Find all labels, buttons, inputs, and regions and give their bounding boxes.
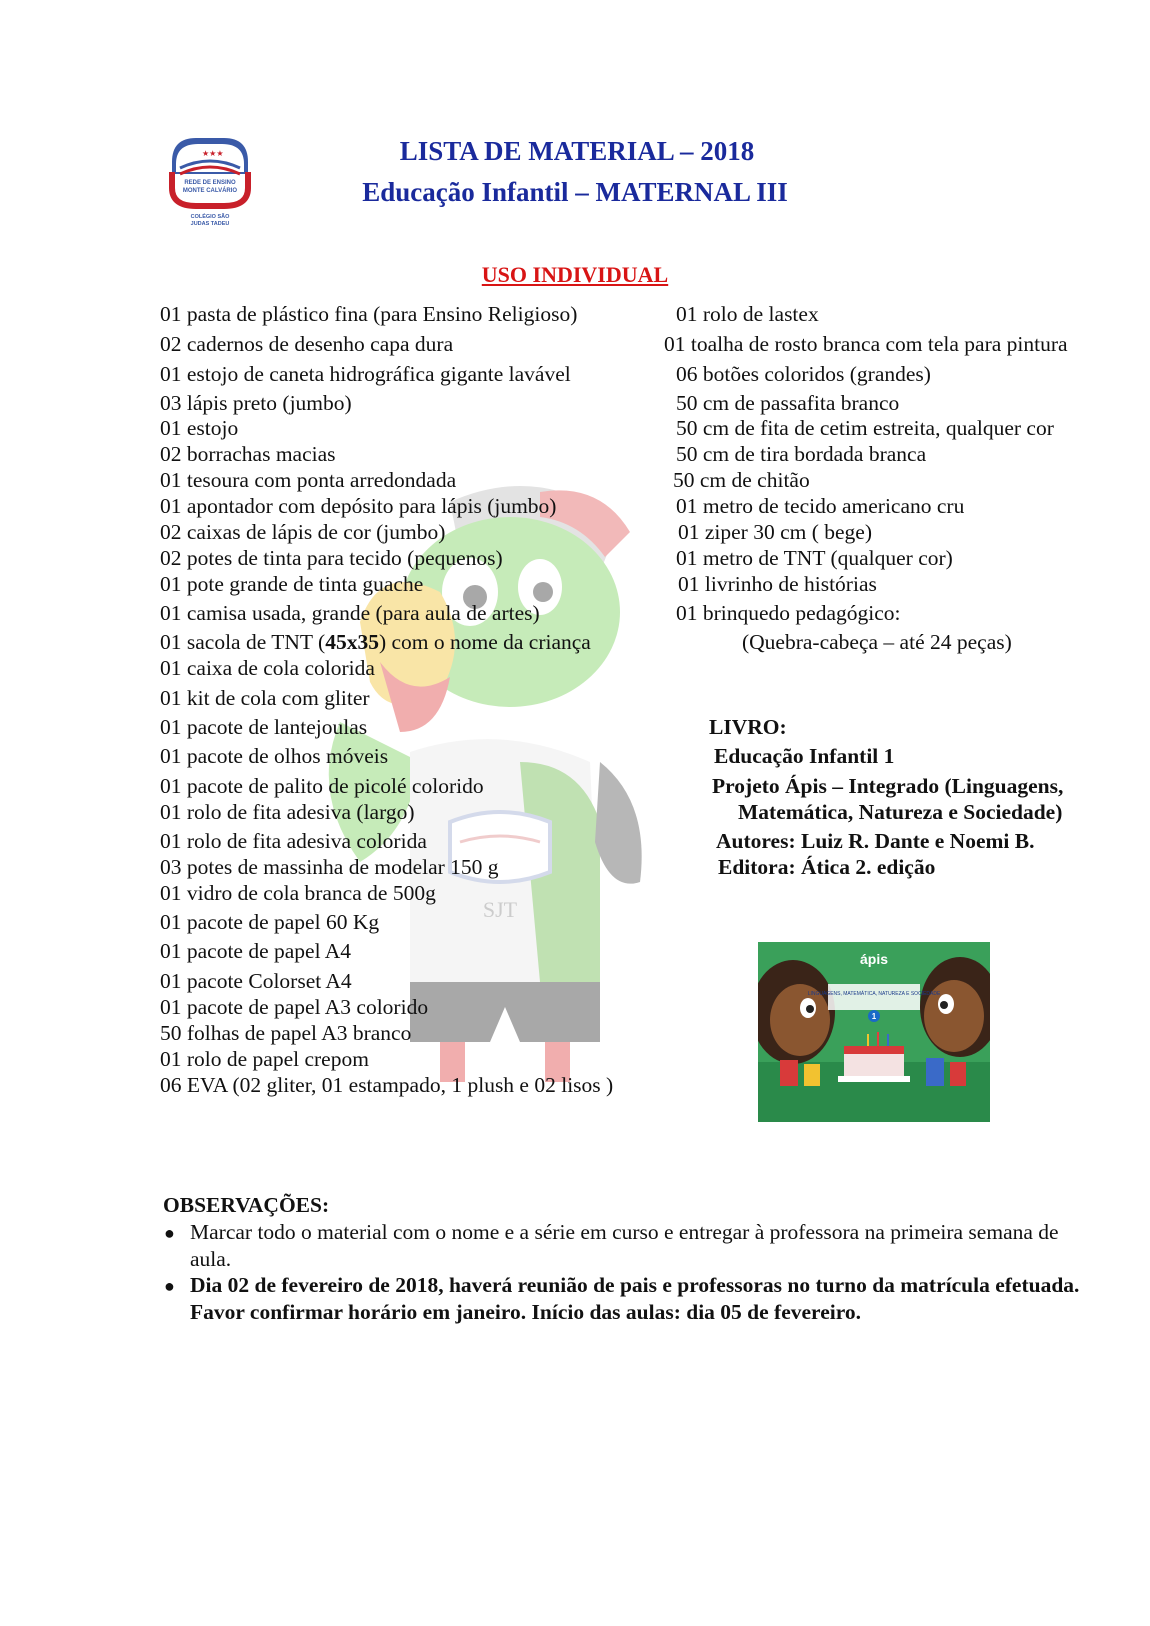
list-item: 06 botões coloridos (grandes): [676, 362, 931, 386]
list-item: 02 cadernos de desenho capa dura: [160, 332, 454, 356]
list-item: 03 lápis preto (jumbo): [160, 391, 352, 415]
book-line: Projeto Ápis – Integrado (Linguagens,: [712, 774, 1064, 798]
list-item: 01 pasta de plástico fina (para Ensino Religioso): [160, 302, 578, 326]
list-item: 01 caixa de cola colorida: [160, 656, 375, 680]
svg-text:SJT: SJT: [482, 897, 518, 922]
list-item: 50 folhas de papel A3 branco: [160, 1021, 412, 1045]
page-subtitle: Educação Infantil – MATERNAL III: [362, 177, 788, 207]
list-item: 06 EVA (02 gliter, 01 estampado, 1 plush e 02 lisos ): [160, 1073, 614, 1097]
list-item: 50 cm de passafita branco: [676, 391, 900, 415]
bullet-icon: ●: [164, 1276, 175, 1296]
cover-brand: ápis: [859, 951, 889, 967]
list-item-sacola: 01 sacola de TNT (45x35) com o nome da criança: [160, 630, 591, 654]
list-item: 01 pacote de palito de picolé colorido: [160, 774, 484, 798]
list-item: 02 potes de tinta para tecido (pequenos): [160, 546, 503, 570]
logo-text-4: JUDAS TADEU: [190, 221, 230, 227]
list-item: 01 pacote de papel A3 colorido: [160, 995, 429, 1019]
list-item: 01 apontador com depósito para lápis (jumbo): [160, 494, 557, 518]
logo-text-3: COLÉGIO SÃO: [190, 214, 230, 220]
list-item: 01 rolo de lastex: [676, 302, 819, 326]
list-item: 01 metro de TNT (qualquer cor): [676, 546, 953, 570]
list-item: 01 pacote Colorset A4: [160, 969, 352, 993]
list-item: 01 kit de cola com gliter: [160, 686, 370, 710]
book-line: Educação Infantil 1: [714, 744, 895, 768]
list-item: 01 pacote de papel A4: [160, 939, 352, 963]
list-item: 01 pote grande de tinta guache: [160, 572, 424, 596]
list-item: 02 caixas de lápis de cor (jumbo): [160, 520, 446, 544]
list-item: 03 potes de massinha de modelar 150 g: [160, 855, 499, 879]
list-item: 02 borrachas macias: [160, 442, 336, 466]
list-item: 50 cm de fita de cetim estreita, qualquer cor: [676, 416, 1054, 440]
list-item: 01 rolo de fita adesiva colorida: [160, 829, 427, 853]
list-item: 01 rolo de papel crepom: [160, 1047, 369, 1071]
logo-text-2: MONTE CALVÁRIO: [182, 188, 238, 194]
book-cover-image: [758, 942, 990, 1122]
svg-text:★★★: ★★★: [202, 149, 224, 158]
logo-text-1: REDE DE ENSINO: [184, 180, 236, 186]
list-item: (Quebra-cabeça – até 24 peças): [742, 630, 1012, 654]
list-item: 01 toalha de rosto branca com tela para pintura: [664, 332, 1068, 356]
list-item: 01 estojo: [160, 416, 239, 440]
list-item: 01 livrinho de histórias: [678, 572, 877, 596]
list-item: 50 cm de chitão: [673, 468, 810, 492]
observation-note-bold: Dia 02 de fevereiro de 2018, haverá reunião de pais e professoras no turno da matrícula efetuada. Favor confirmar horário em janeiro. Início das aulas: dia 05 de fevereiro.: [190, 1273, 1080, 1324]
list-item: 01 pacote de olhos móveis: [160, 744, 389, 768]
section-title: USO INDIVIDUAL: [481, 262, 669, 287]
page-title: LISTA DE MATERIAL – 2018: [399, 136, 755, 166]
list-item: 01 ziper 30 cm ( bege): [678, 520, 873, 544]
list-item: 01 estojo de caneta hidrográfica gigante lavável: [160, 362, 571, 386]
book-heading: LIVRO:: [709, 715, 787, 739]
cover-number: 1: [871, 1012, 877, 1021]
list-item: 01 pacote de lantejoulas: [160, 715, 368, 739]
observations-title: OBSERVAÇÕES:: [163, 1193, 330, 1217]
list-item: 01 metro de tecido americano cru: [676, 494, 965, 518]
book-line: Matemática, Natureza e Sociedade): [738, 800, 1063, 824]
list-item: 01 tesoura com ponta arredondada: [160, 468, 457, 492]
observation-note: Marcar todo o material com o nome e a série em curso e entregar à professora na primeira semana de aula.: [190, 1220, 1059, 1271]
list-item: 01 pacote de papel 60 Kg: [160, 910, 380, 934]
book-line: Editora: Ática 2. edição: [718, 855, 936, 879]
list-item: 01 vidro de cola branca de 500g: [160, 881, 436, 905]
list-item: 01 rolo de fita adesiva (largo): [160, 800, 415, 824]
list-item: 01 camisa usada, grande (para aula de artes): [160, 601, 540, 625]
list-item: 01 brinquedo pedagógico:: [676, 601, 901, 625]
book-line: Autores: Luiz R. Dante e Noemi B.: [716, 829, 1035, 853]
list-item: 50 cm de tira bordada branca: [676, 442, 927, 466]
cover-title: LINGUAGENS, MATEMÁTICA, NATUREZA E SOCIEDADE: [807, 991, 941, 997]
bullet-icon: ●: [164, 1223, 175, 1243]
